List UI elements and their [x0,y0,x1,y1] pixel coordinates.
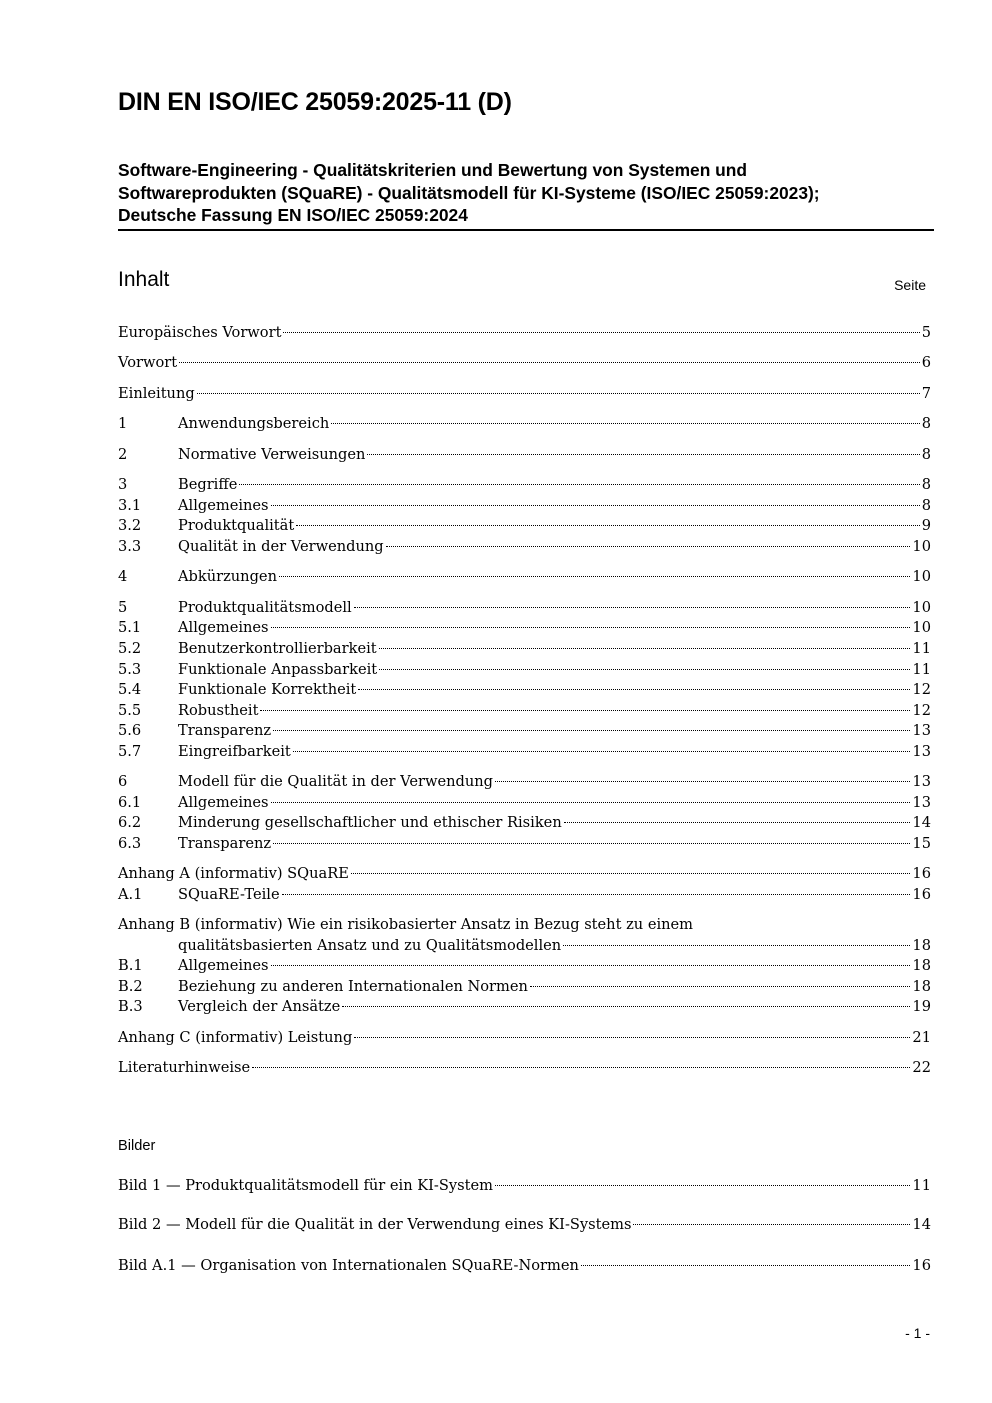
toc-entry-number: 5.3 [118,661,142,678]
toc-entry-page: 14 [912,814,931,831]
toc-leader [282,894,911,895]
toc-leader [386,546,911,547]
figure-entry-page: 14 [912,1216,931,1233]
toc-leader [358,689,910,690]
toc-entry-text: Anhang C (informativ) Leistung [118,1029,353,1046]
toc-entry[interactable] [118,743,931,765]
toc-entry-text: Robustheit [178,702,259,719]
toc-entry-page: 5 [921,324,931,341]
toc-entry-number: 3.2 [118,517,142,534]
toc-entry-text: Produktqualität [178,517,295,534]
toc-entry-number: 5.2 [118,640,142,657]
figure-entry[interactable] [118,1177,931,1199]
toc-entry[interactable] [118,1029,931,1051]
toc-entry-number: A.1 [118,886,143,903]
toc-entry[interactable] [118,814,931,836]
toc-entry[interactable] [118,957,931,979]
toc-leader [197,393,920,394]
toc-entry-number: 5.5 [118,702,142,719]
toc-entry-page: 10 [912,538,931,555]
toc-entry-page: 9 [921,517,931,534]
figure-entry-text: Bild 2 — Modell für die Qualität in der Verwendung eines KI-Systems [118,1216,632,1233]
toc-entry[interactable] [118,916,931,938]
figures-heading: Bilder [118,1138,156,1154]
toc-entry-text: Anwendungsbereich [178,415,330,432]
toc-entry-text: Transparenz [178,722,272,739]
toc-entry-number: 1 [118,415,128,432]
toc-leader [260,710,910,711]
toc-entry[interactable] [118,865,931,887]
toc-leader [633,1224,910,1225]
toc-entry-page: 21 [912,1029,931,1046]
toc-leader [271,802,911,803]
toc-leader [379,648,911,649]
toc-entry[interactable] [118,1059,931,1081]
toc-entry-page: 7 [921,385,931,402]
subtitle-line: Software-Engineering - Qualitätskriterien und Bewertung von Systemen und [118,160,748,180]
toc-entry-page: 18 [912,957,931,974]
toc-leader [283,332,919,333]
toc-entry-text: Transparenz [178,835,272,852]
toc-entry-page: 10 [912,619,931,636]
page-column-label: Seite [894,277,926,293]
toc-entry[interactable] [118,497,931,519]
toc-entry-text: Funktionale Anpassbarkeit [178,661,378,678]
toc-entry-page: 18 [912,937,931,954]
toc-entry-page: 6 [921,354,931,371]
toc-entry[interactable] [118,324,931,346]
toc-heading: Inhalt [118,268,170,291]
toc-entry-text: Benutzerkontrollierbarkeit [178,640,377,657]
toc-entry-page: 8 [921,415,931,432]
toc-entry-text: Normative Verweisungen [178,446,366,463]
toc-entry[interactable] [118,681,931,703]
toc-entry-number: 2 [118,446,128,463]
toc-leader [495,781,910,782]
toc-leader [331,423,919,424]
toc-entry[interactable] [118,794,931,816]
toc-entry-text: Produktqualitätsmodell [178,599,352,616]
toc-entry[interactable] [118,619,931,641]
toc-entry-page: 18 [912,978,931,995]
toc-entry[interactable] [118,998,931,1020]
figure-entry[interactable] [118,1257,931,1279]
toc-leader [252,1067,910,1068]
toc-entry-text: Funktionale Korrektheit [178,681,357,698]
toc-leader [271,505,920,506]
toc-entry[interactable] [118,640,931,662]
subtitle-line: Softwareprodukten (SQuaRE) - Qualitätsmodell für KI-Systeme (ISO/IEC 25059:2023); [118,182,820,203]
toc-entry-page: 13 [912,743,931,760]
toc-leader [271,965,911,966]
toc-entry-page: 10 [912,568,931,585]
toc-entry-text: Allgemeines [178,794,269,811]
figure-entry-page: 11 [912,1177,931,1194]
toc-entry-number: 6.3 [118,835,142,852]
toc-entry-page: 15 [912,835,931,852]
toc-entry[interactable] [118,773,931,795]
toc-leader [342,1006,910,1007]
toc-entry-number: 5.7 [118,743,142,760]
toc-leader [351,873,911,874]
toc-entry-number: 5.1 [118,619,142,636]
toc-entry-text: Minderung gesellschaftlicher und ethischer Risiken [178,814,562,831]
toc-entry-page: 12 [912,702,931,719]
toc-leader [563,945,910,946]
toc-entry[interactable] [118,937,931,959]
toc-leader [354,607,911,608]
toc-entry[interactable] [118,722,931,744]
toc-entry-text: Vergleich der Ansätze [178,998,341,1015]
toc-entry[interactable] [118,385,931,407]
toc-entry-text: Anhang A (informativ) SQuaRE [118,865,349,882]
subtitle-line: Deutsche Fassung EN ISO/IEC 25059:2024 [118,205,468,225]
toc-leader [367,454,919,455]
toc-entry[interactable] [118,599,931,621]
toc-entry-page: 13 [912,794,931,811]
toc-entry[interactable] [118,354,931,376]
toc-entry-text: Qualität in der Verwendung [178,538,384,555]
page-number: - 1 - [905,1325,930,1341]
toc-entry-page: 13 [912,722,931,739]
toc-entry[interactable] [118,446,931,468]
toc-entry-page: 8 [921,497,931,514]
toc-entry-text: Anhang B (informativ) Wie ein risikobasierter Ansatz in Bezug steht zu einem [118,916,693,933]
toc-entry-text: qualitätsbasierten Ansatz und zu Qualitätsmodellen [178,937,562,954]
toc-entry[interactable] [118,835,931,857]
toc-entry-page: 12 [912,681,931,698]
toc-entry-text: Begriffe [178,476,238,493]
toc-entry-number: 6.2 [118,814,142,831]
toc-entry-page: 11 [912,640,931,657]
toc-entry-text: Europäisches Vorwort [118,324,282,341]
toc-entry[interactable] [118,661,931,683]
toc-entry-number: B.1 [118,957,143,974]
toc-entry-text: Beziehung zu anderen Internationalen Normen [178,978,528,995]
toc-entry-page: 8 [921,446,931,463]
toc-entry[interactable] [118,978,931,1000]
toc-entry-page: 11 [912,661,931,678]
toc-leader [179,362,920,363]
toc-leader [293,751,911,752]
toc-entry-number: 3.3 [118,538,142,555]
toc-entry-number: 5.4 [118,681,142,698]
toc-entry-number: B.2 [118,978,143,995]
toc-entry-page: 13 [912,773,931,790]
toc-leader [273,730,910,731]
toc-leader [495,1185,910,1186]
toc-entry[interactable] [118,415,931,437]
toc-entry-text: Vorwort [118,354,178,371]
toc-leader [530,986,911,987]
toc-entry-number: 6 [118,773,128,790]
toc-leader [564,822,911,823]
toc-entry[interactable] [118,702,931,724]
toc-entry-text: Allgemeines [178,957,269,974]
toc-entry-page: 8 [921,476,931,493]
toc-entry-text: Modell für die Qualität in der Verwendung [178,773,493,790]
toc-entry-page: 16 [912,865,931,882]
toc-leader [239,484,919,485]
toc-entry[interactable] [118,886,931,908]
toc-entry-number: 5.6 [118,722,142,739]
toc-leader [354,1037,910,1038]
toc-entry-number: 6.1 [118,794,142,811]
figure-entry-text: Bild A.1 — Organisation von Internationalen SQuaRE-Normen [118,1257,579,1274]
toc-entry-page: 16 [912,886,931,903]
toc-entry-page: 19 [912,998,931,1015]
toc-entry-number: 4 [118,568,128,585]
toc-entry-text: Allgemeines [178,497,269,514]
figure-entry-page: 16 [912,1257,931,1274]
toc-entry-text: SQuaRE-Teile [178,886,280,903]
toc-entry[interactable] [118,517,931,539]
document-title: DIN EN ISO/IEC 25059:2025-11 (D) [118,88,512,116]
toc-leader [273,843,910,844]
toc-entry-number: 3 [118,476,128,493]
figure-entry[interactable] [118,1216,931,1238]
toc-leader [296,525,919,526]
toc-entry[interactable] [118,476,931,498]
toc-leader [279,576,910,577]
toc-entry[interactable] [118,538,931,560]
toc-entry-page: 22 [912,1059,931,1076]
toc-entry-number: 3.1 [118,497,142,514]
document-subtitle [118,159,934,231]
figure-entry-text: Bild 1 — Produktqualitätsmodell für ein KI-System [118,1177,493,1194]
toc-entry-text: Abkürzungen [178,568,277,585]
toc-leader [271,627,911,628]
toc-header [118,268,926,292]
toc-leader [379,669,910,670]
toc-entry-text: Literaturhinweise [118,1059,251,1076]
toc-leader [581,1265,911,1266]
toc-entry-page: 10 [912,599,931,616]
toc-entry-number: 5 [118,599,128,616]
toc-entry-text: Eingreifbarkeit [178,743,291,760]
toc-entry[interactable] [118,568,931,590]
toc-entry-text: Einleitung [118,385,195,402]
toc-entry-number: B.3 [118,998,143,1015]
toc-entry-text: Allgemeines [178,619,269,636]
